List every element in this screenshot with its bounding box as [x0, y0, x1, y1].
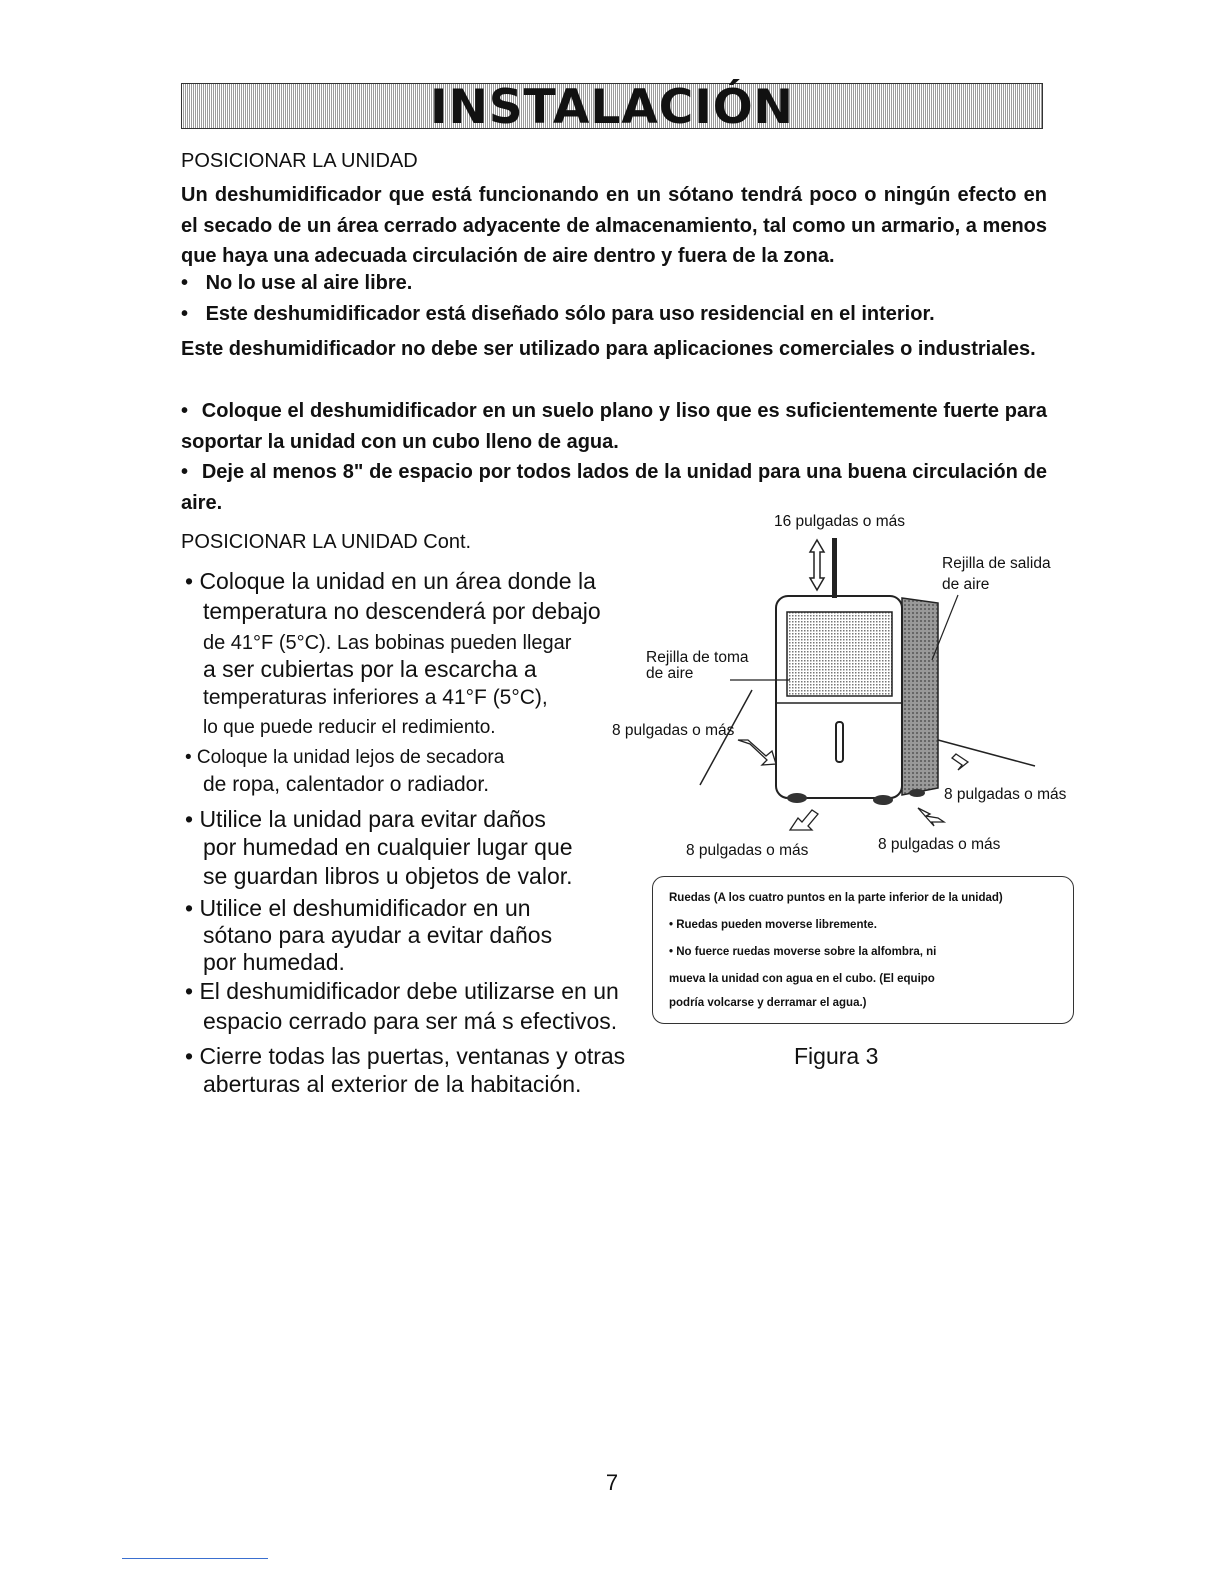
- list-line: sótano para ayudar a evitar daños: [203, 922, 553, 948]
- list-line: de 41°F (5°C). Las bobinas pueden llegar: [203, 632, 572, 654]
- bullet-text: Deje al menos 8" de espacio por todos lados de la unidad para una buena circulación de aire.: [181, 461, 1047, 514]
- unit-side-panel: [902, 598, 938, 795]
- label-intake: Rejilla de toma: [646, 649, 749, 666]
- note-line: mueva la unidad con agua en el cubo. (El equipo: [669, 973, 935, 985]
- bottom-left-arrow-icon: [790, 810, 818, 830]
- bullet-mark: •: [181, 461, 189, 483]
- list-line: a ser cubiertas por la escarcha a: [203, 656, 537, 682]
- list-line: • Utilice la unidad para evitar daños: [185, 806, 546, 832]
- note-line: • Ruedas pueden moverse libremente.: [669, 919, 877, 931]
- list-line: de ropa, calentador o radiador.: [203, 773, 490, 796]
- label-top-clearance: 16 pulgadas o más: [774, 513, 905, 530]
- page-title: INSTALACIÓN: [429, 80, 795, 135]
- wheel: [787, 793, 807, 803]
- right-arrow-icon: [952, 754, 968, 770]
- intake-grille: [787, 612, 892, 696]
- list-line: por humedad en cualquier lugar que: [203, 834, 573, 860]
- bottom-right-arrow-icon: [918, 808, 944, 826]
- label-outlet-2: de aire: [942, 576, 990, 593]
- bucket-handle: [836, 722, 843, 762]
- bullet-mark: •: [181, 303, 189, 325]
- list-line: lo que puede reducir el redimiento.: [203, 717, 496, 738]
- wheels-note-box: [652, 876, 1074, 1024]
- left-arrow-icon: [738, 740, 776, 765]
- list-line: temperatura no descenderá por debajo: [203, 598, 601, 624]
- label-outlet: Rejilla de salida: [942, 555, 1051, 572]
- section-heading: POSICIONAR LA UNIDAD: [181, 150, 418, 172]
- up-down-arrow-icon: [810, 540, 824, 590]
- list-line: • Cierre todas las puertas, ventanas y otras: [185, 1043, 626, 1069]
- note-line: • No fuerce ruedas moverse sobre la alfombra, ni: [669, 946, 937, 958]
- wheel: [909, 789, 925, 797]
- wheel: [873, 795, 893, 805]
- intro-paragraph: Un deshumidificador que está funcionando en un sótano tendrá poco o ningún efecto en el secado de un área cerrado adyacente de almacenamiento, tal como un armario, a menos que haya una adecuada circulación de aire dentro y fuera de la zona.: [181, 184, 1047, 267]
- label-left-clearance: 8 pulgadas o más: [612, 722, 735, 739]
- right-wall-line: [938, 740, 1035, 766]
- footer-rule: [122, 1558, 268, 1559]
- page-number: 7: [605, 1470, 619, 1495]
- list-line: • Utilice el deshumidificador en un: [185, 895, 531, 921]
- list-line: • Coloque la unidad lejos de secadora: [185, 747, 505, 768]
- bullet-text: Este deshumidificador está diseñado sólo para uso residencial en el interior.: [205, 303, 935, 325]
- list-line: • Coloque la unidad en un área donde la: [185, 568, 596, 594]
- list-line: • El deshumidificador debe utilizarse en un: [185, 978, 619, 1004]
- section-heading-cont: POSICIONAR LA UNIDAD Cont.: [181, 531, 472, 553]
- list-line: aberturas al exterior de la habitación.: [203, 1071, 582, 1097]
- list-line: por humedad.: [203, 949, 345, 975]
- label-bottom-left: 8 pulgadas o más: [686, 842, 809, 859]
- bullet-mark: •: [181, 400, 189, 422]
- list-line: se guardan libros u objetos de valor.: [203, 863, 573, 889]
- list-line: temperaturas inferiores a 41°F (5°C),: [203, 686, 548, 709]
- note-line: Ruedas (A los cuatro puntos en la parte inferior de la unidad): [669, 892, 1003, 904]
- bullet-text: Coloque el deshumidificador en un suelo plano y liso que es suficientemente fuerte para soportar la unidad con un cubo lleno de agua.: [181, 400, 1047, 453]
- list-line: espacio cerrado para ser má s efectivos.: [203, 1008, 618, 1034]
- label-intake-2: de aire: [646, 665, 694, 682]
- bullet-text: No lo use al aire libre.: [205, 272, 413, 294]
- label-right-clearance: 8 pulgadas o más: [944, 786, 1067, 803]
- label-bottom-right: 8 pulgadas o más: [878, 836, 1001, 853]
- note-line: podría volcarse y derramar el agua.): [669, 997, 867, 1009]
- top-clearance-bar: [832, 538, 837, 598]
- figure-caption: Figura 3: [794, 1043, 879, 1069]
- bullet-mark: •: [181, 272, 189, 294]
- usage-note: Este deshumidificador no debe ser utilizado para aplicaciones comerciales o industriales.: [181, 338, 1036, 360]
